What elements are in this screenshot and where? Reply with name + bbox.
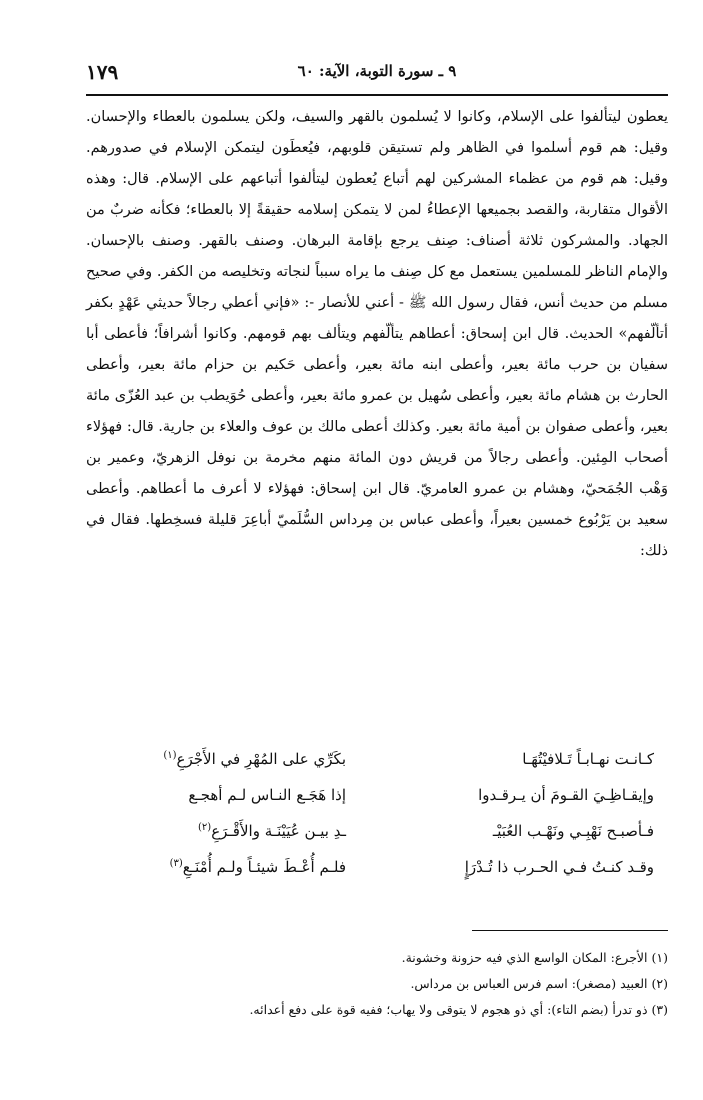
poem (86, 750, 668, 894)
poem-hemistich-second (96, 786, 346, 804)
page-header (86, 60, 668, 88)
book-page (86, 50, 668, 1050)
poem-line (86, 822, 668, 858)
poem-line (86, 750, 668, 786)
footnote: (٢) العبيد (مصغر): اسم فرس العباس بن مرداس. (410, 976, 668, 991)
poem-line (86, 786, 668, 822)
poem-hemistich-second (96, 750, 346, 768)
poem-hemistich-first: فـأصبـح نَهْبِـي ونَهْـب العُبَيْـ (492, 822, 654, 840)
poem-line (86, 858, 668, 894)
poem-hemistich-text: بكَرِّي على المُهْرِ في الأَجْرَعِ (176, 750, 346, 768)
poem-hemistich-text: إذا هَجَـع النـاس لـم أهجـع (188, 786, 346, 804)
footnote: (٣) ذو تدرأ (بضم التاء): أي ذو هجوم لا يتوقى ولا يهاب؛ ففيه قوة على دفع أعدائه. (249, 1002, 668, 1017)
page-number: ١٧٩ (86, 60, 119, 84)
poem-hemistich-first: وقـد كنـتُ فـي الحـرب ذا تُـدْرَإٍ (464, 858, 654, 876)
poem-hemistich-text: ـدِ بيـن عُيَيْنَـة والأَقْـرَعِ (211, 822, 346, 840)
main-paragraph: يعطون ليتألفوا على الإسلام، وكانوا لا يُسلمون بالقهر والسيف، ولكن يسلمون بالعطاء والإحسان. وقيل: هم قوم أسلموا في الظاهر ولم تستيقن قلوبهم، فيُعطَون ليتمكن الإسلام في صدورهم. وقيل: هم قوم من عظماء المشركين لهم أتباع يُعطون ليتألفوا أتباعهم على الإسلام. قال: وهذه الأقوال متقاربة، والقصد بجميعها الإعطاءُ لمن لا يتمكن إسلامه حقيقةً إلا بالعطاء؛ فكأنه ضربٌ من الجهاد. والمشركون ثلاثة أصناف: صِنف يرجع بإقامة البرهان. وصنف بالقهر. وصنف بالإحسان. والإمام الناظر للمسلمين يستعمل مع كل صِنف ما يراه سبباً لنجاته وتخليصه من الكفر. وفي صحيح مسلم من حديث أنس، فقال رسول الله ﷺ - أعني للأنصار -: «فإني أعطي رجالاً حديثي عَهْدٍ بكفر أتألّفهم» الحديث. قال ابن إسحاق: أعطاهم يتألّفهم ويتألف بهم قومهم. وكانوا أشرافاً؛ فأعطى أبا سفيان بن حرب مائة بعير، وأعطى ابنه مائة بعير، وأعطى حَكيم بن حزام مائة بعير، وأعطى الحارث بن هشام مائة بعير، وأعطى سُهيل بن عمرو مائة بعير، وأعطى حُوَيطب بن عبد العُزّى مائة بعير، وأعطى صفوان بن أمية مائة بعير. وكذلك أعطى مالك بن عوف والعلاء بن جارية. قال: فهؤلاء أصحاب المِئين. وأعطى رجالاً من قريش دون المائة منهم مخرمة بن نوفل الزهريّ، وعمير بن وَهْب الجُمَحيّ، وهشام بن عمرو العامريّ. قال ابن إسحاق: فهؤلاء لا أعرف ما أعطاهم. وأعطى سعيد بن يَرْبُوع خمسين بعيراً، وأعطى عباس بن مِرداس السُّلَميّ أباعِرَ قليلة فسخِطها. فقال في ذلك: (86, 109, 668, 559)
surah-title: ٩ ـ سورة التوبة، الآية: ٦٠ (297, 62, 457, 80)
poem-hemistich-first: وإيقـاظِـيَ القـومَ أن يـرقـدوا (478, 786, 654, 804)
poem-hemistich-second (96, 822, 346, 840)
footnote-rule (472, 930, 668, 931)
poem-hemistich-first: كـانـت نهـابـاً تَـلافيْتُهَـا (522, 750, 654, 768)
footnote-ref: (٣) (169, 858, 183, 869)
main-text (86, 102, 668, 567)
poem-hemistich-text: فلـم أُعْـطَ شيئـاً ولـم أُمْنَـعِ (182, 858, 346, 876)
footnote-ref: (٢) (198, 822, 212, 833)
footnotes (86, 945, 668, 1023)
poem-hemistich-second (96, 858, 346, 876)
footnote: (١) الأجرع: المكان الواسع الذي فيه حزونة وخشونة. (401, 950, 668, 965)
footnote-ref: (١) (163, 750, 177, 761)
header-rule (86, 94, 668, 96)
